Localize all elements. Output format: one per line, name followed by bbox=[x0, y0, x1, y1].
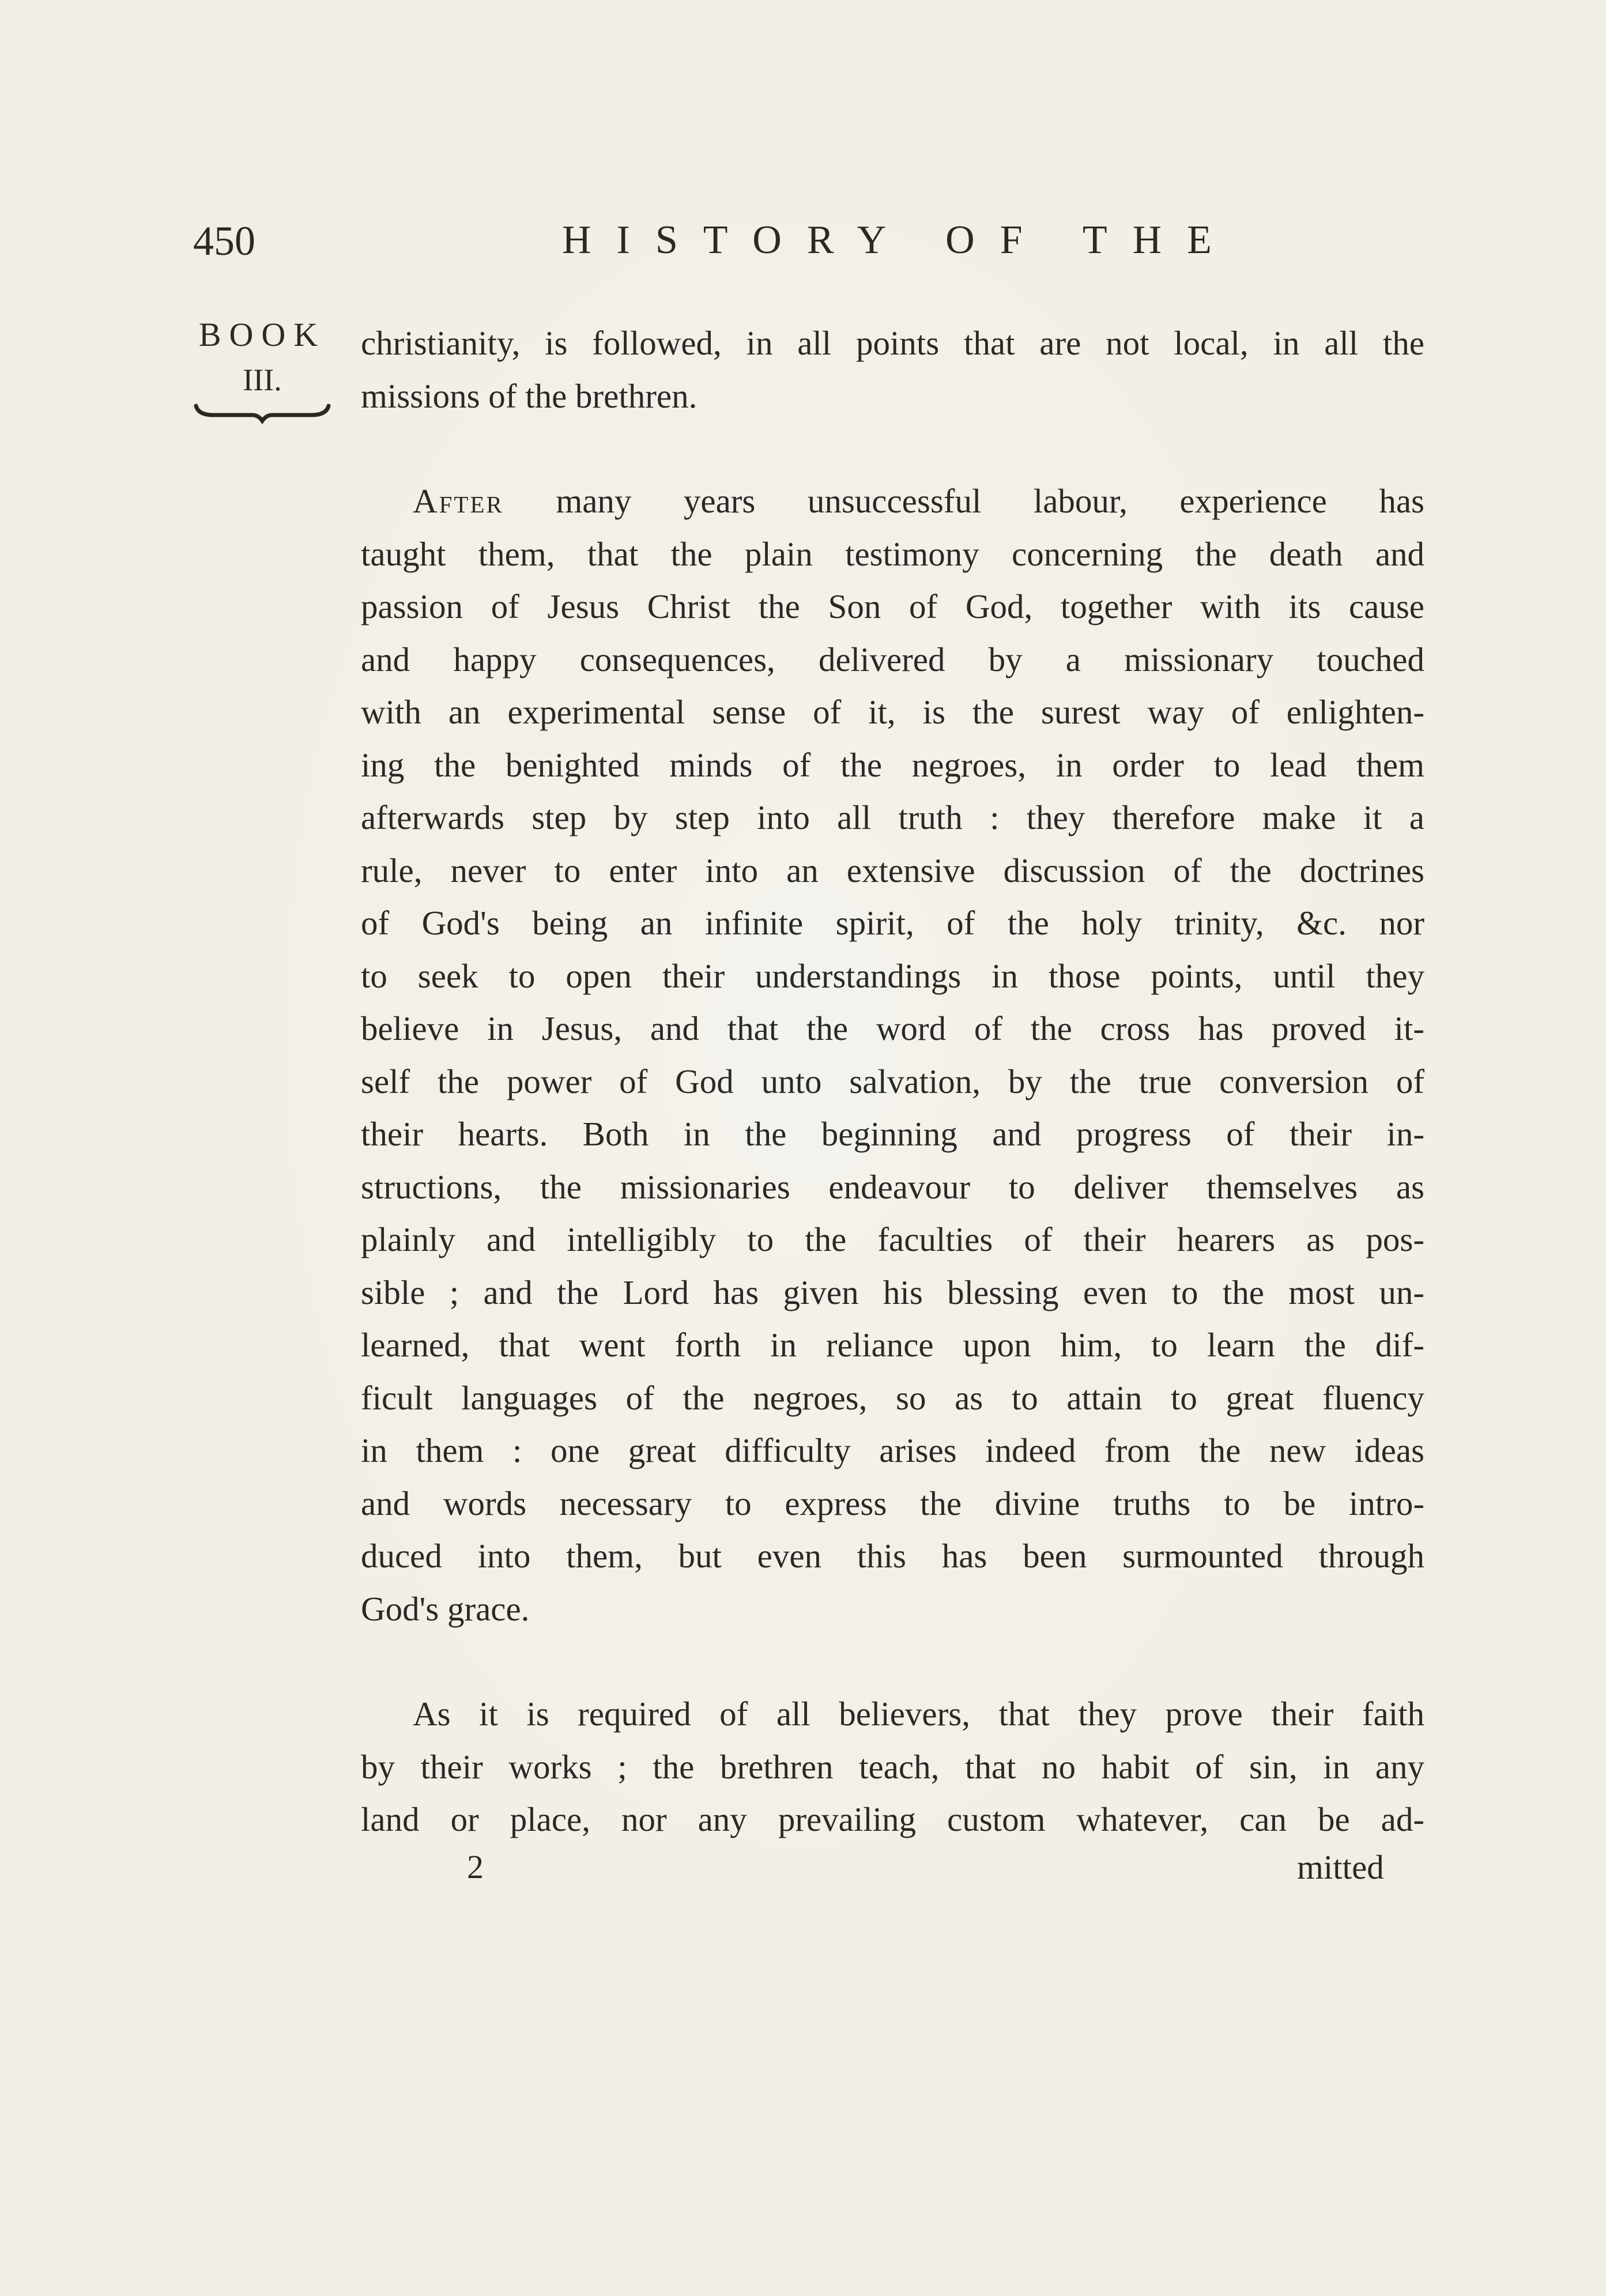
margin-book-label: BOOK bbox=[198, 316, 326, 353]
text-line: God's grace. bbox=[361, 1589, 530, 1628]
text-line-rest: many years unsuccessful labour, experience has bbox=[503, 482, 1424, 520]
text-line: plainly and intelligibly to the faculties of their hearers as pos- bbox=[361, 1220, 1424, 1258]
running-title: HISTORY OF THE bbox=[562, 218, 1237, 262]
text-line: their hearts. Both in the beginning and progress of their in- bbox=[361, 1115, 1424, 1153]
catchword: mitted bbox=[1297, 1848, 1384, 1886]
text-line: learned, that went forth in reliance upon him, to learn the dif- bbox=[361, 1326, 1424, 1364]
text-line: by their works ; the brethren teach, that no habit of sin, in any bbox=[361, 1747, 1424, 1786]
text-line: and happy consequences, delivered by a missionary touched bbox=[361, 640, 1424, 678]
text-line: and words necessary to express the divine truths to be intro- bbox=[361, 1484, 1424, 1522]
text-line: rule, never to enter into an extensive discussion of the doctrines bbox=[361, 851, 1424, 889]
paragraph-gap bbox=[361, 423, 1424, 475]
text-line: with an experimental sense of it, is the surest way of enlighten- bbox=[361, 693, 1424, 731]
text-line: As it is required of all believers, that they prove their faith bbox=[413, 1695, 1424, 1733]
margin-note bbox=[190, 318, 334, 424]
text-line bbox=[361, 475, 1424, 528]
signature-mark: 2 bbox=[467, 1848, 484, 1886]
margin-volume-label: III. bbox=[243, 363, 282, 397]
text-line: self the power of God unto salvation, by the true conversion of bbox=[361, 1062, 1424, 1100]
text-line: land or place, nor any prevailing custom whatever, can be ad- bbox=[361, 1800, 1424, 1838]
text-line: structions, the missionaries endeavour to deliver themselves as bbox=[361, 1167, 1424, 1206]
paragraph-lead-word: After bbox=[413, 482, 504, 520]
body-text bbox=[361, 317, 1424, 1846]
text-line: to seek to open their understandings in those points, until they bbox=[361, 956, 1424, 995]
text-line: ing the benighted minds of the negroes, in order to lead them bbox=[361, 745, 1424, 784]
text-line: passion of Jesus Christ the Son of God, together with its cause bbox=[361, 587, 1424, 625]
text-line: taught them, that the plain testimony concerning the death and bbox=[361, 534, 1424, 573]
text-line: duced into them, but even this has been surmounted through bbox=[361, 1537, 1424, 1575]
page-number: 450 bbox=[193, 218, 255, 264]
text-line: of God's being an infinite spirit, of the holy trinity, &c. nor bbox=[361, 904, 1424, 942]
text-line: christianity, is followed, in all points that are not local, in all the bbox=[361, 324, 1424, 362]
text-line: in them : one great difficulty arises indeed from the new ideas bbox=[361, 1431, 1424, 1469]
text-line: missions of the brethren. bbox=[361, 376, 698, 415]
text-line: believe in Jesus, and that the word of the cross has proved it- bbox=[361, 1009, 1424, 1047]
text-line: afterwards step by step into all truth : they therefore make it a bbox=[361, 798, 1424, 836]
paragraph-gap bbox=[361, 1635, 1424, 1688]
text-line: sible ; and the Lord has given his blessing even to the most un- bbox=[361, 1273, 1424, 1311]
brace-ornament-icon bbox=[190, 401, 334, 424]
text-line: ficult languages of the negroes, so as to attain to great fluency bbox=[361, 1378, 1424, 1417]
